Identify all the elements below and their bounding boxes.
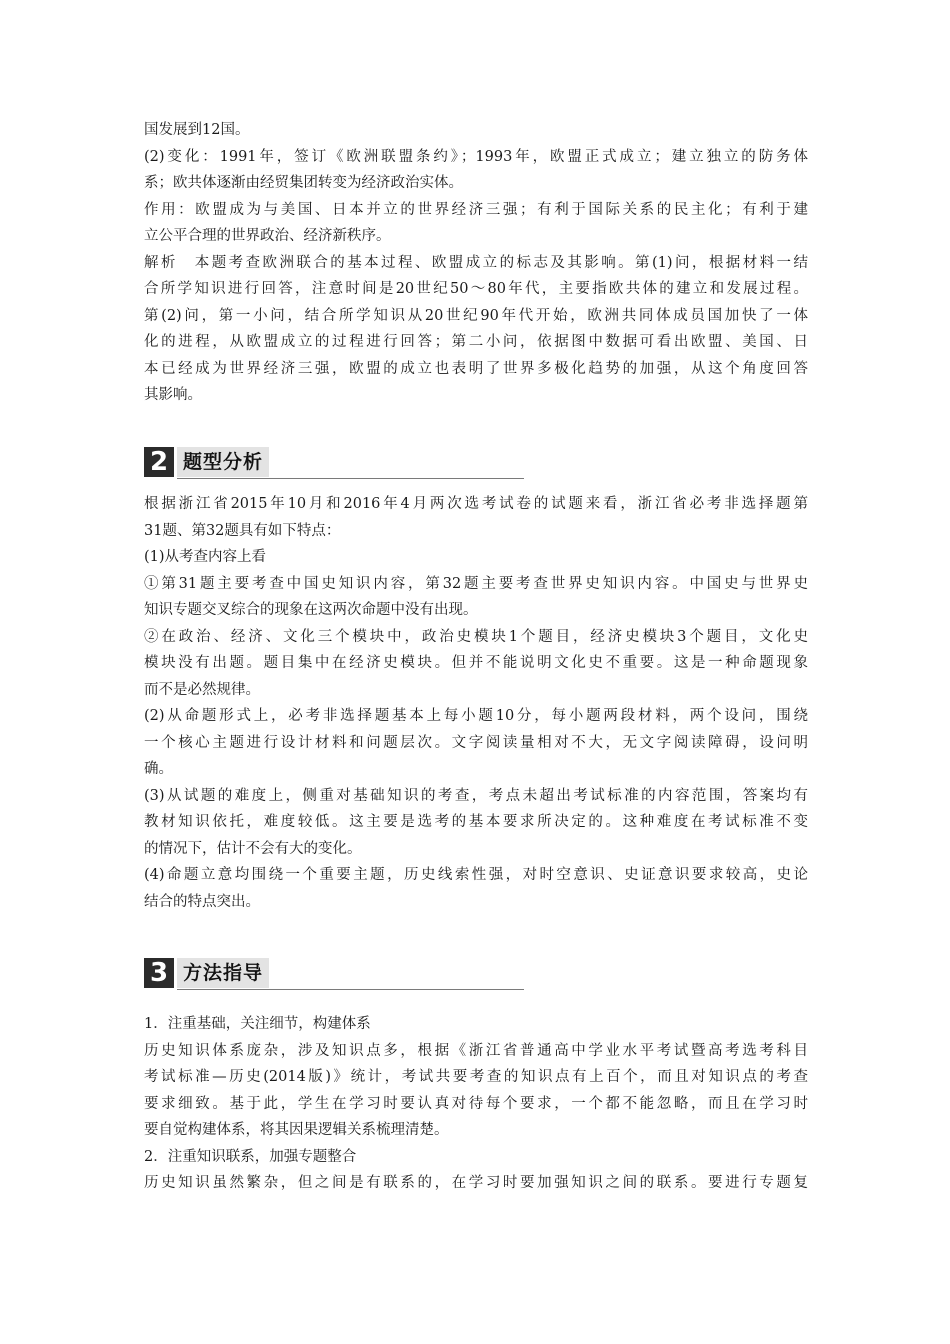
text-line: (3)从试题的难度上，侧重对基础知识的考查，考点未超出考试标准的内容范围，答案均有 [144, 787, 808, 804]
text-line: 本已经成为世界经济三强，欧盟的成立也表明了世界多极化趋势的加强，从这个角度回答 [144, 360, 808, 377]
section-heading-method-guidance [144, 958, 524, 990]
section-number-badge: 2 [144, 447, 174, 477]
text-line: 要自觉构建体系，将其因果逻辑关系梳理清楚。 [144, 1122, 449, 1138]
text-line: 要求细致。基于此，学生在学习时要认真对待每个要求，一个都不能忽略，而且在学习时 [144, 1095, 808, 1112]
text-line: 历史知识虽然繁杂，但之间是有联系的，在学习时要加强知识之间的联系。要进行专题复 [144, 1175, 808, 1191]
method-guidance-block [144, 1011, 808, 1197]
text-line: 系；欧共体逐渐由经贸集团转变为经济政治实体。 [144, 175, 463, 191]
question-analysis-block [144, 491, 808, 915]
heading-underline [177, 989, 524, 990]
section-title: 题型分析 [183, 451, 264, 473]
text-line: 考试标准—历史(2014版)》统计，考试共要考查的知识点有上百个，而且对知识点的考查 [144, 1069, 808, 1085]
text-line: 而不是必然规律。 [144, 681, 260, 698]
text-line: (2)变化：1991年，签订《欧洲联盟条约》；1993年，欧盟正式成立；建立独立的防务体 [144, 148, 808, 165]
text-line: 第(2)问，第一小问，结合所学知识从20世纪90年代开始，欧洲共同体成员国加快了一体 [144, 307, 808, 324]
text-line: 立公平合理的世界政治、经济新秩序。 [144, 228, 391, 244]
text-line: 国发展到12国。 [144, 122, 250, 138]
text-line: 作用：欧盟成为与美国、日本并立的世界经济三强；有利于国际关系的民主化；有利于建 [144, 201, 808, 218]
text-line: 化的进程，从欧盟成立的过程进行回答；第二小问，依据图中数据可看出欧盟、美国、日 [144, 334, 808, 350]
text-line: 合所学知识进行回答，注意时间是20世纪50～80年代，主要指欧共体的建立和发展过程。 [144, 281, 808, 297]
text-line: 2．注重知识联系，加强专题整合 [144, 1148, 357, 1165]
text-line: (2)从命题形式上，必考非选择题基本上每小题10分，每小题两段材料，两个设问，围绕 [144, 708, 808, 724]
text-line: 教材知识依托，难度较低。这主要是选考的基本要求所决定的。这种难度在考试标准不变 [144, 814, 808, 830]
text-line: 确。 [144, 761, 173, 777]
text-line: 结合的特点突出。 [144, 893, 260, 910]
text-line: 知识专题交叉综合的现象在这两次命题中没有出现。 [144, 602, 478, 618]
text-line: 解析 本题考查欧洲联合的基本过程、欧盟成立的标志及其影响。第(1)问，根据材料一结 [144, 254, 808, 271]
text-line: 一个核心主题进行设计材料和问题层次。文字阅读量相对不大，无文字阅读障碍，设问明 [144, 734, 808, 751]
section-heading-question-analysis [144, 447, 524, 479]
text-line: (1)从考查内容上看 [144, 549, 267, 565]
section-number-badge: 3 [144, 958, 174, 988]
text-line: 31题、第32题具有如下特点： [144, 522, 341, 539]
text-line: 其影响。 [144, 387, 202, 403]
heading-underline [177, 478, 524, 479]
text-line: 的情况下，估计不会有大的变化。 [144, 840, 362, 857]
section-title: 方法指导 [183, 962, 264, 984]
text-line: ②在政治、经济、文化三个模块中，政治史模块1个题目，经济史模块3个题目，文化史 [144, 628, 808, 645]
text-line: 历史知识体系庞杂，涉及知识点多，根据《浙江省普通高中学业水平考试暨高考选考科目 [144, 1042, 808, 1059]
text-line: 模块没有出题。题目集中在经济史模块。但并不能说明文化史不重要。这是一种命题现象 [144, 655, 808, 671]
text-line: 根据浙江省2015年10月和2016年4月两次选考试卷的试题来看，浙江省必考非选择题第 [144, 496, 808, 512]
answer-analysis-block [144, 117, 808, 409]
text-line: (4)命题立意均围绕一个重要主题，历史线索性强，对时空意识、史证意识要求较高，史论 [144, 867, 808, 883]
text-line: ①第31题主要考查中国史知识内容，第32题主要考查世界史知识内容。中国史与世界史 [144, 575, 808, 592]
text-line: 1．注重基础，关注细节，构建体系 [144, 1016, 371, 1032]
